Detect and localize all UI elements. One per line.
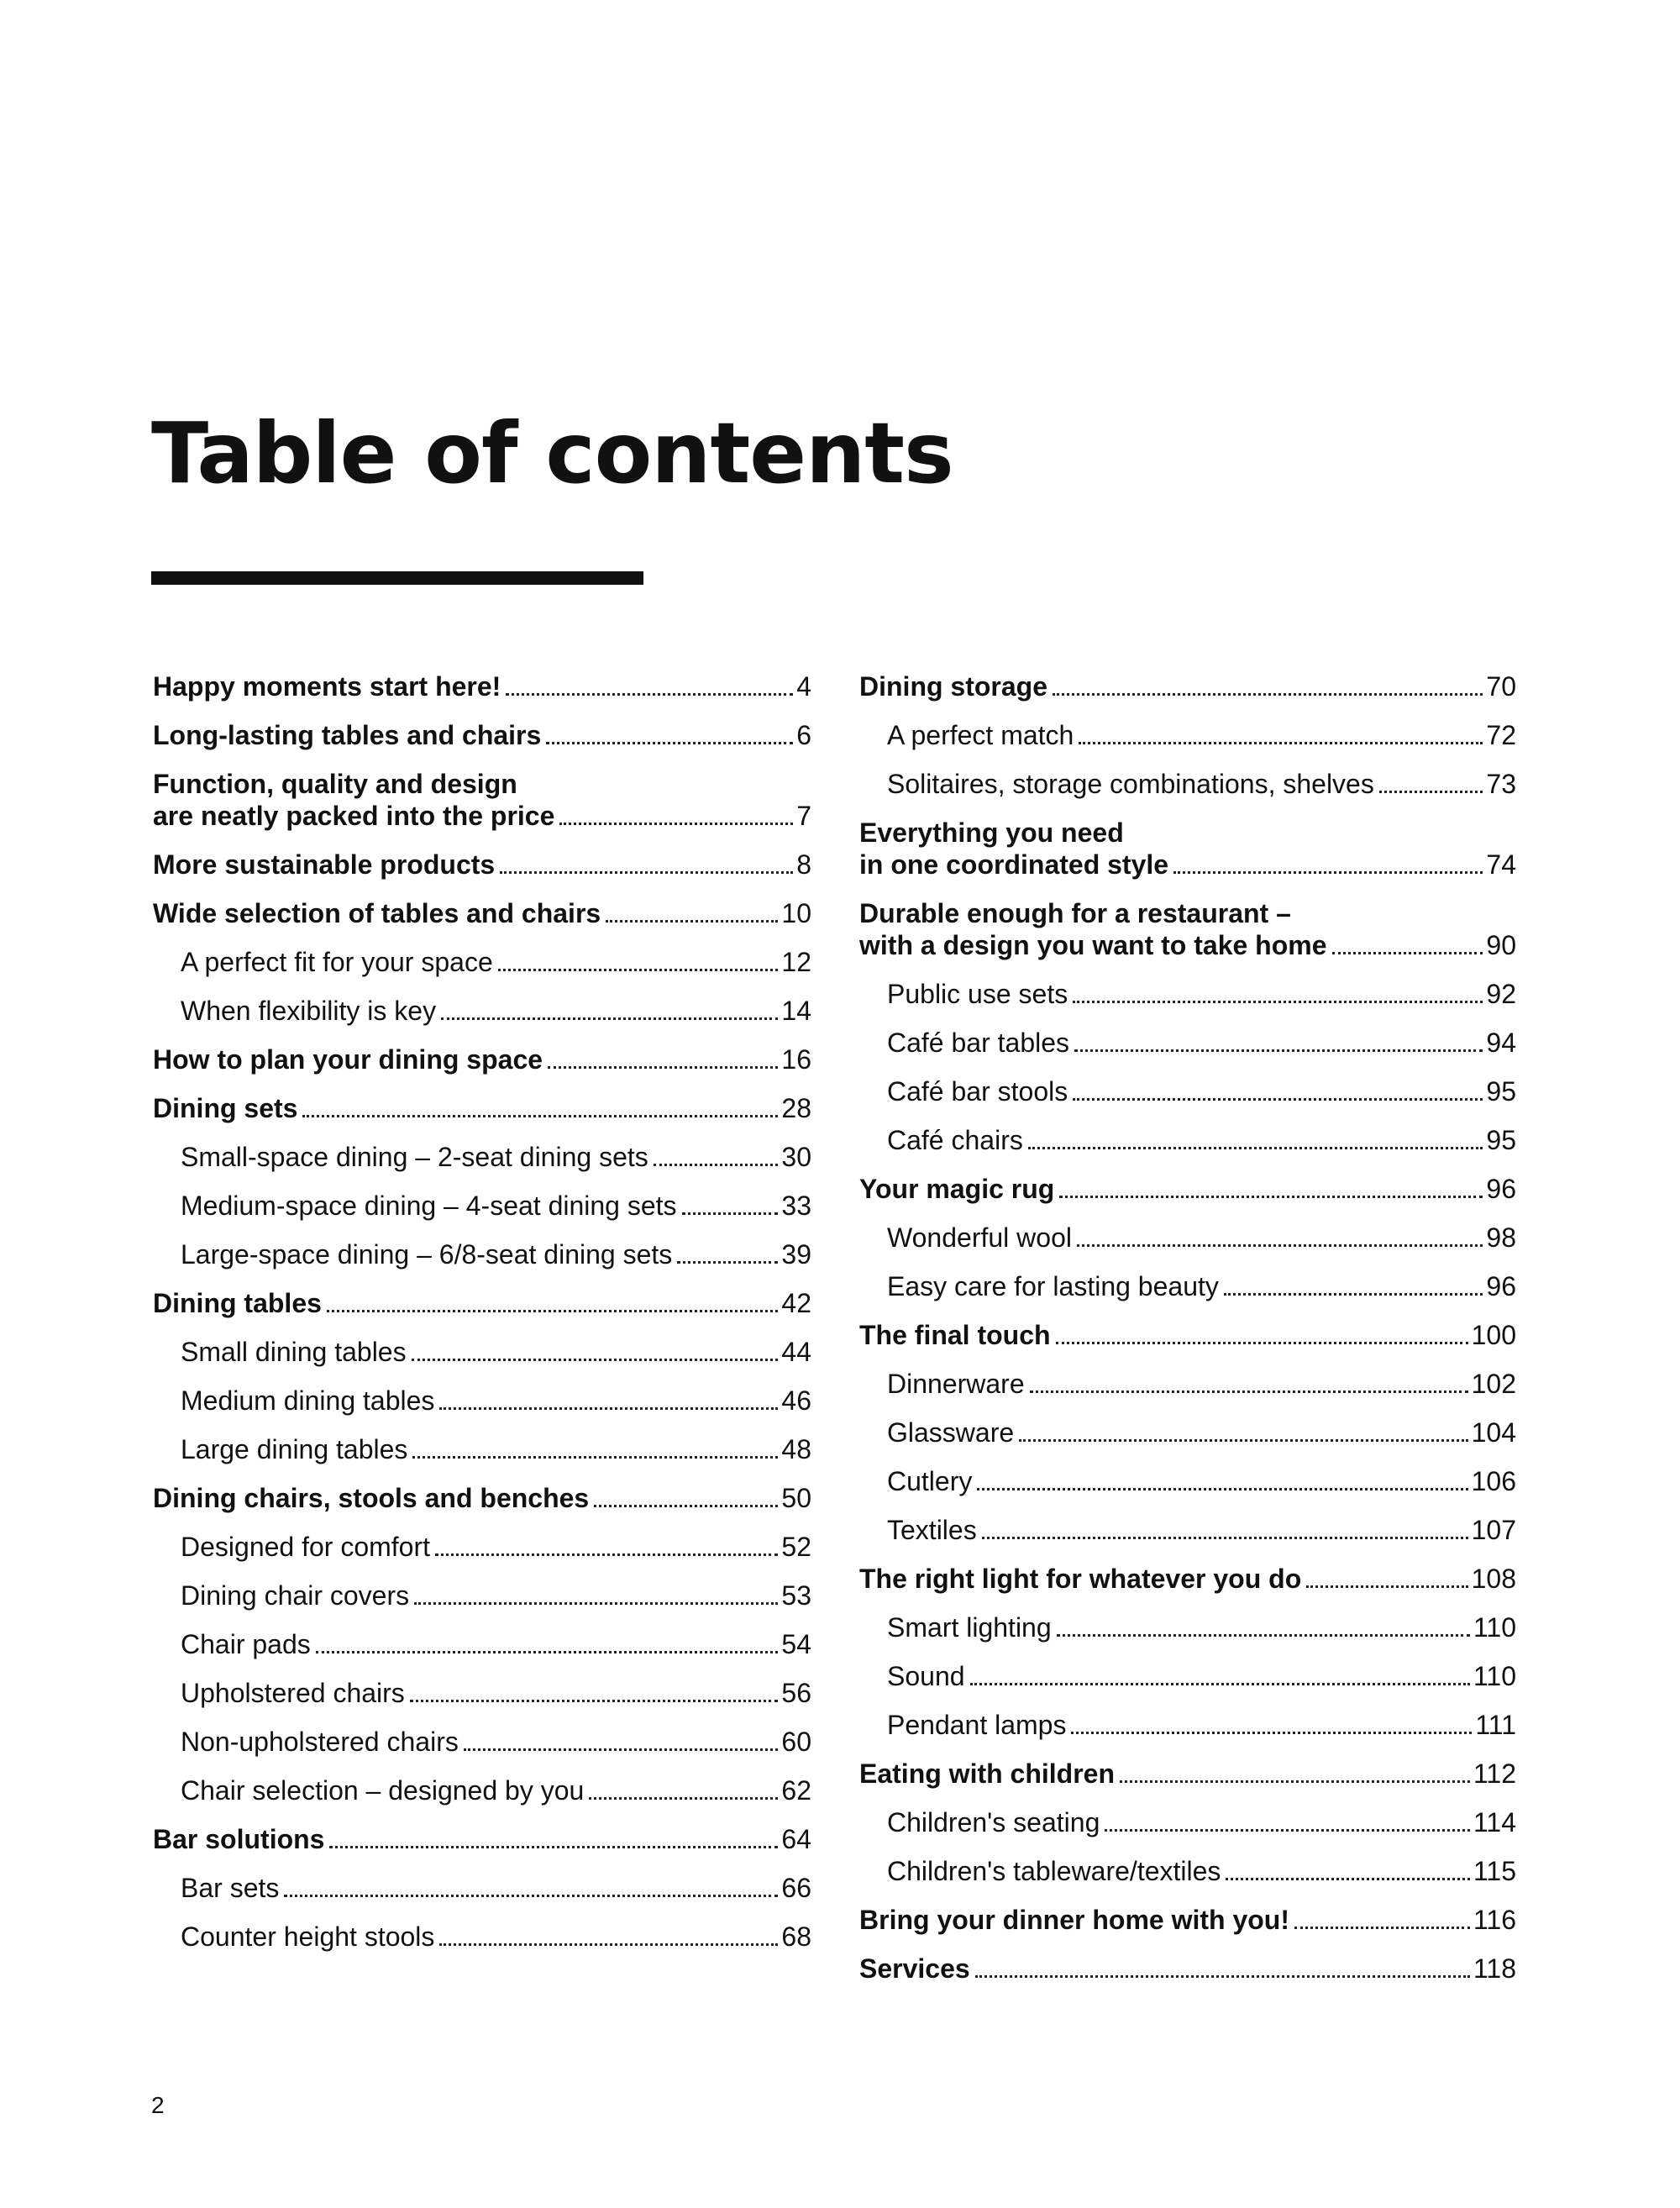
toc-entry-page-number: 115 [1473,1856,1516,1886]
page-number: 2 [151,2092,165,2118]
dot-leader [1332,951,1483,954]
toc-entry-label: Small-space dining – 2-seat dining sets [181,1142,648,1172]
toc-section-entry[interactable] [153,670,811,702]
toc-entry-label: A perfect fit for your space [181,947,493,977]
toc-entry-label: Solitaires, storage combinations, shelves [887,769,1374,799]
toc-entry-label: Eating with children [859,1759,1116,1789]
toc-entry-label: Chair pads [181,1629,311,1659]
toc-entry-page-number: 16 [781,1044,811,1075]
toc-subsection-entry[interactable] [859,719,1516,751]
toc-entry-label: Non-upholstered chairs [181,1727,459,1757]
toc-subsection-entry[interactable] [153,1921,811,1953]
dot-leader [498,968,779,971]
toc-entry-page-number: 50 [781,1483,811,1513]
toc-entry-page-number: 73 [1486,769,1516,799]
dot-leader [412,1455,778,1459]
toc-entry-page-number: 52 [781,1532,811,1562]
toc-entry-label: Dining chairs, stools and benches [153,1483,590,1513]
toc-entry-page-number: 112 [1473,1759,1516,1789]
toc-entry-label: Function, quality and design are neatly packed into the price [153,769,555,831]
toc-subsection-entry[interactable] [153,1385,811,1417]
dot-leader [1173,870,1483,874]
toc-entry-page-number: 107 [1471,1515,1516,1545]
toc-entry-label: Medium dining tables [181,1385,435,1416]
toc-entry-page-number: 102 [1471,1369,1516,1399]
toc-subsection-entry[interactable] [153,1580,811,1611]
toc-subsection-entry[interactable] [153,1433,811,1465]
toc-subsection-entry[interactable] [859,1027,1516,1059]
toc-subsection-entry[interactable] [859,1855,1516,1887]
toc-subsection-entry[interactable] [859,768,1516,800]
dot-leader [1028,1146,1483,1149]
toc-entry-label: Dining chair covers [181,1580,410,1611]
toc-subsection-entry[interactable] [153,1531,811,1563]
toc-entry-page-number: 7 [796,801,811,831]
toc-entry-label: Children's tableware/textiles [887,1856,1221,1886]
toc-entry-label: Everything you need in one coordinated style [859,817,1169,880]
toc-entry-page-number: 106 [1471,1466,1516,1496]
toc-entry-page-number: 12 [781,947,811,977]
dot-leader [1105,1828,1470,1832]
toc-section-entry[interactable] [153,1482,811,1514]
toc-section-entry[interactable] [859,897,1516,961]
toc-entry-label: Bar sets [181,1873,280,1903]
dot-leader [1030,1390,1468,1393]
dot-leader [970,1682,1470,1685]
toc-entry-label: Upholstered chairs [181,1678,405,1708]
dot-leader [1079,741,1483,744]
dot-leader [1057,1633,1470,1637]
toc-section-entry[interactable] [153,1092,811,1124]
toc-entry-page-number: 8 [796,849,811,880]
toc-entry-label: The final touch [859,1320,1051,1350]
toc-section-entry[interactable] [859,670,1516,702]
toc-entry-label: Bring your dinner home with you! [859,1905,1289,1935]
toc-entry-page-number: 60 [781,1727,811,1757]
toc-subsection-entry[interactable] [859,1368,1516,1400]
toc-entry-label: Your magic rug [859,1174,1055,1204]
dot-leader [977,1487,1467,1490]
toc-entry-page-number: 95 [1486,1076,1516,1107]
dot-leader [1019,1438,1467,1442]
toc-subsection-entry[interactable] [153,995,811,1027]
toc-entry-label: Designed for comfort [181,1532,431,1562]
toc-section-entry[interactable] [153,1823,811,1855]
toc-entry-label: Happy moments start here! [153,671,501,702]
toc-subsection-entry[interactable] [153,1238,811,1270]
toc-entry-label: Wide selection of tables and chairs [153,898,601,928]
dot-leader [1073,1097,1483,1101]
toc-entry-page-number: 116 [1473,1905,1516,1935]
dot-leader [1056,1341,1468,1344]
toc-entry-page-number: 28 [781,1093,811,1123]
toc-entry-page-number: 74 [1486,849,1516,880]
toc-entry-label: Cutlery [887,1466,973,1496]
dot-leader [1074,1049,1483,1052]
toc-entry-page-number: 4 [796,671,811,702]
toc-entry-page-number: 66 [781,1873,811,1903]
toc-entry-page-number: 100 [1471,1320,1516,1350]
toc-subsection-entry[interactable] [859,1075,1516,1107]
dot-leader [410,1699,779,1702]
title-underline-bar [151,571,643,585]
toc-subsection-entry[interactable] [153,1774,811,1806]
toc-section-entry[interactable] [859,1953,1516,1985]
toc-entry-label: Chair selection – designed by you [181,1775,585,1806]
toc-section-entry[interactable] [153,897,811,929]
toc-entry-label: The right light for whatever you do [859,1564,1302,1594]
toc-subsection-entry[interactable] [153,1336,811,1368]
dot-leader [329,1845,778,1848]
dot-leader [1120,1780,1470,1783]
toc-entry-label: Easy care for lasting beauty [887,1271,1219,1301]
toc-section-entry[interactable] [859,817,1516,881]
toc-subsection-entry[interactable] [859,1222,1516,1254]
dot-leader [302,1114,778,1117]
toc-entry-label: Counter height stools [181,1921,435,1952]
toc-subsection-entry[interactable] [859,1124,1516,1156]
toc-entry-page-number: 68 [781,1921,811,1952]
toc-section-entry[interactable] [859,1563,1516,1595]
toc-entry-label: Café chairs [887,1125,1023,1155]
toc-section-entry[interactable] [153,768,811,832]
toc-entry-label: When flexibility is key [181,996,437,1026]
dot-leader [439,1406,778,1410]
toc-entry-page-number: 46 [781,1385,811,1416]
toc-entry-label: How to plan your dining space [153,1044,543,1075]
toc-subsection-entry[interactable] [153,946,811,978]
toc-entry-label: Dining sets [153,1093,298,1123]
toc-subsection-entry[interactable] [859,1514,1516,1546]
dot-leader [975,1974,1470,1978]
toc-entry-page-number: 56 [781,1678,811,1708]
dot-leader [1226,1877,1470,1880]
toc-entry-page-number: 70 [1486,671,1516,702]
dot-leader [1073,1000,1483,1003]
toc-section-entry[interactable] [859,1904,1516,1936]
toc-entry-label: Bar solutions [153,1824,325,1854]
toc-section-entry[interactable] [859,1758,1516,1790]
toc-entry-label: Durable enough for a restaurant – with a design you want to take home [859,898,1327,960]
toc-subsection-entry[interactable] [859,1417,1516,1448]
toc-entry-label: Café bar tables [887,1028,1070,1058]
toc-entry-label: Wonderful wool [887,1222,1072,1253]
toc-entry-page-number: 108 [1471,1564,1516,1594]
toc-entry-label: Dinnerware [887,1369,1025,1399]
dot-leader [1053,692,1483,696]
dot-leader [1224,1292,1483,1296]
toc-subsection-entry[interactable] [153,1726,811,1758]
toc-entry-page-number: 118 [1473,1953,1516,1984]
toc-entry-label: Small dining tables [181,1337,407,1367]
dot-leader [1306,1585,1467,1588]
dot-leader [589,1796,778,1800]
dot-leader [1294,1926,1470,1929]
toc-subsection-entry[interactable] [859,1611,1516,1643]
dot-leader [548,1065,778,1069]
dot-leader [982,1536,1468,1539]
dot-leader [464,1748,779,1751]
toc-entry-label: Medium-space dining – 4-seat dining sets [181,1191,677,1221]
toc-entry-label: Textiles [887,1515,977,1545]
toc-entry-label: A perfect match [887,720,1074,750]
toc-entry-page-number: 114 [1473,1807,1516,1837]
dot-leader [435,1553,778,1556]
toc-entry-label: Glassware [887,1417,1015,1448]
toc-subsection-entry[interactable] [859,1660,1516,1692]
dot-leader [1379,790,1483,793]
toc-section-entry[interactable] [859,1319,1516,1351]
toc-entry-page-number: 110 [1473,1612,1516,1643]
dot-leader [414,1601,778,1605]
toc-subsection-entry[interactable] [859,1465,1516,1497]
toc-subsection-entry[interactable] [153,1677,811,1709]
toc-entry-page-number: 30 [781,1142,811,1172]
dot-leader [284,1894,778,1897]
dot-leader [441,1017,778,1020]
dot-leader [439,1943,778,1946]
toc-entry-label: Large-space dining – 6/8-seat dining sets [181,1239,673,1270]
toc-entry-label: Dining tables [153,1288,322,1318]
toc-subsection-entry[interactable] [859,1806,1516,1838]
toc-entry-label: Large dining tables [181,1434,408,1464]
toc-entry-page-number: 94 [1486,1028,1516,1058]
toc-entry-label: Smart lighting [887,1612,1052,1643]
toc-entry-label: Services [859,1953,970,1984]
toc-entry-label: Dining storage [859,671,1048,702]
toc-entry-page-number: 90 [1486,930,1516,960]
dot-leader [654,1163,779,1166]
toc-section-entry[interactable] [153,1044,811,1075]
toc-entry-label: Sound [887,1661,965,1691]
toc-section-entry[interactable] [153,719,811,751]
toc-entry-page-number: 96 [1486,1271,1516,1301]
toc-entry-page-number: 95 [1486,1125,1516,1155]
page-title: Table of contents [151,404,953,502]
dot-leader [1077,1243,1483,1247]
toc-entry-page-number: 62 [781,1775,811,1806]
toc-subsection-entry[interactable] [153,1872,811,1904]
dot-leader [412,1358,779,1361]
toc-subsection-entry[interactable] [859,1709,1516,1741]
toc-entry-page-number: 111 [1475,1710,1516,1740]
toc-left-column [153,670,811,1969]
toc-entry-page-number: 42 [781,1288,811,1318]
toc-entry-label: Long-lasting tables and chairs [153,720,542,750]
toc-entry-page-number: 10 [781,898,811,928]
toc-subsection-entry[interactable] [153,1190,811,1222]
dot-leader [327,1309,779,1312]
toc-subsection-entry[interactable] [859,978,1516,1010]
dot-leader [546,741,793,744]
toc-entry-label: Children's seating [887,1807,1100,1837]
toc-entry-page-number: 33 [781,1191,811,1221]
toc-entry-page-number: 110 [1473,1661,1516,1691]
toc-subsection-entry[interactable] [153,1141,811,1173]
toc-entry-page-number: 39 [781,1239,811,1270]
toc-entry-page-number: 104 [1471,1417,1516,1448]
toc-entry-label: Pendant lamps [887,1710,1067,1740]
dot-leader [316,1650,779,1653]
toc-entry-page-number: 72 [1486,720,1516,750]
toc-entry-page-number: 98 [1486,1222,1516,1253]
dot-leader [1059,1195,1483,1198]
dot-leader [682,1212,779,1215]
dot-leader [500,870,793,874]
toc-entry-page-number: 92 [1486,979,1516,1009]
toc-entry-page-number: 48 [781,1434,811,1464]
dot-leader [677,1260,778,1264]
toc-entry-page-number: 96 [1486,1174,1516,1204]
dot-leader [506,692,793,696]
dot-leader [606,919,778,923]
toc-section-entry[interactable] [153,849,811,881]
toc-entry-label: Café bar stools [887,1076,1068,1107]
toc-subsection-entry[interactable] [859,1270,1516,1302]
dot-leader [559,822,793,825]
dot-leader [1071,1731,1472,1734]
toc-section-entry[interactable] [859,1173,1516,1205]
toc-entry-page-number: 54 [781,1629,811,1659]
toc-entry-page-number: 6 [796,720,811,750]
toc-entry-page-number: 64 [781,1824,811,1854]
toc-entry-label: Public use sets [887,979,1068,1009]
dot-leader [594,1504,778,1507]
toc-entry-page-number: 14 [781,996,811,1026]
toc-right-column [859,670,1516,2001]
toc-entry-page-number: 53 [781,1580,811,1611]
toc-entry-page-number: 44 [781,1337,811,1367]
toc-subsection-entry[interactable] [153,1628,811,1660]
toc-section-entry[interactable] [153,1287,811,1319]
toc-entry-label: More sustainable products [153,849,496,880]
